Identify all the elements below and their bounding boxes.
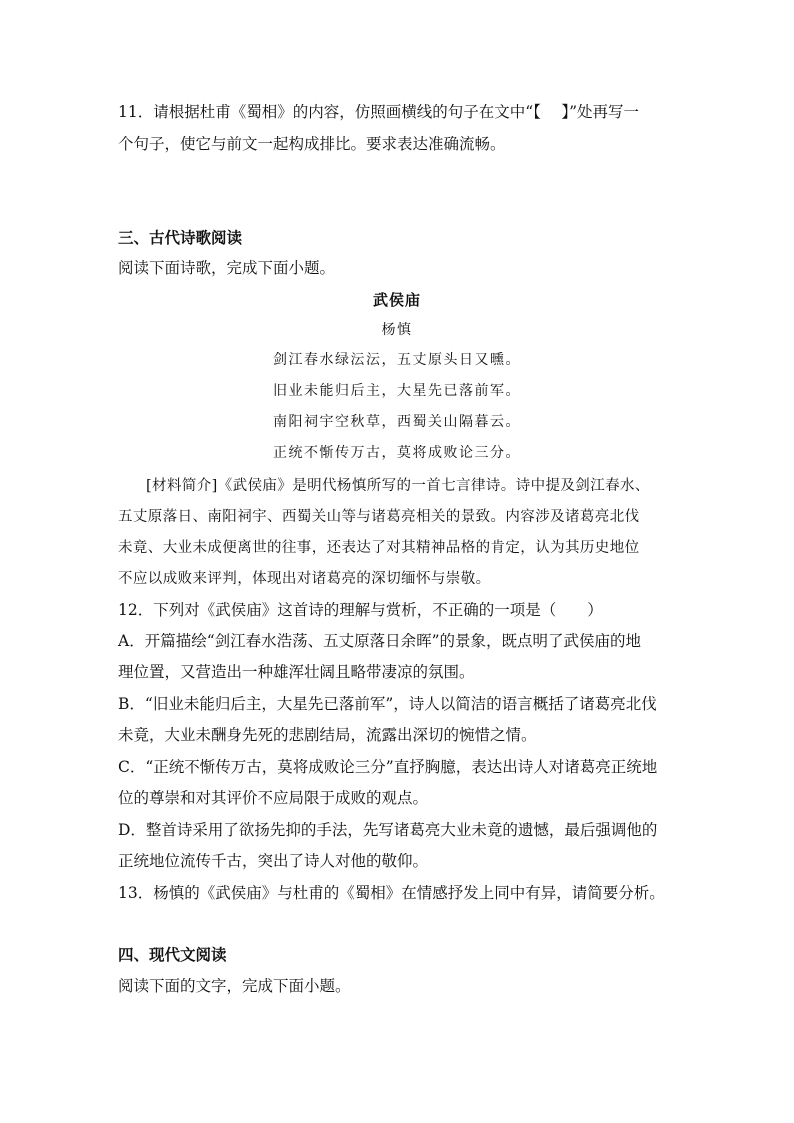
q12-option-b: B．“旧业未能归后主，大星先已落前军”，诗人以简洁的语言概括了诸葛亮北伐 [118, 695, 657, 713]
q12-option-a: A．开篇描绘“剑江春水浩荡、五丈原落日余晖”的景象，既点明了武侯庙的地 [118, 632, 642, 650]
section3-instruction: 阅读下面诗歌，完成下面小题。 [118, 259, 336, 277]
q12-option-c: C．“正统不惭传万古，莫将成败论三分”直抒胸臆，表达出诗人对诸葛亮正统地 [118, 758, 658, 776]
q12-option-a-cont: 理位置，又营造出一种雄浑壮阔且略带凄凉的氛围。 [118, 663, 475, 681]
material-line: 未竟、大业未成便离世的往事，还表达了对其精神品格的肯定，认为其历史地位 [118, 540, 640, 556]
poem-line: 南阳祠宇空秋草，西蜀关山隔暮云。 [273, 414, 521, 430]
poem-line: 正统不惭传万古，莫将成败论三分。 [273, 445, 521, 461]
poem-line: 剑江春水绿沄沄，五丈原头日又曛。 [273, 352, 521, 368]
material-line: 不应以成败来评判，体现出对诸葛亮的深切缅怀与崇敬。 [118, 571, 491, 587]
poem-line: 旧业未能归后主，大星先已落前军。 [273, 383, 521, 399]
q12-option-d: D．整首诗采用了欲扬先抑的手法，先写诸葛亮大业未竟的遗憾，最后强调他的 [118, 821, 658, 839]
material-line: [材料简介]《武侯庙》是明代杨慎所写的一首七言律诗。诗中提及剑江春水、 [146, 478, 650, 494]
q12-option-b-cont: 未竟，大业未酬身先死的悲剧结局，流露出深切的惋惜之情。 [118, 726, 537, 744]
q12-option-c-cont: 位的尊崇和对其评价不应局限于成败的观点。 [118, 789, 429, 807]
q11-line-2: 个句子，使它与前文一起构成排比。要求表达准确流畅。 [118, 135, 506, 153]
section4-instruction: 阅读下面的文字，完成下面小题。 [118, 977, 351, 995]
q11-line-1: 11．请根据杜甫《蜀相》的内容，仿照画横线的句子在文中“【 】”处再写一 [118, 103, 640, 121]
section4-heading: 四、现代文阅读 [118, 946, 227, 964]
material-line: 五丈原落日、南阳祠宇、西蜀关山等与诸葛亮相关的景致。内容涉及诸葛亮北伐 [118, 509, 640, 525]
q12-stem: 12．下列对《武侯庙》这首诗的理解与赏析，不正确的一项是（ ） [118, 601, 603, 619]
q13-stem: 13．杨慎的《武侯庙》与杜甫的《蜀相》在情感抒发上同中有异，请简要分析。 [118, 884, 665, 902]
poem-author: 杨慎 [381, 322, 413, 338]
section3-heading: 三、古代诗歌阅读 [118, 229, 243, 247]
poem-title: 武侯庙 [372, 291, 421, 309]
q12-option-d-cont: 正统地位流传千古，突出了诗人对他的敬仰。 [118, 852, 429, 870]
